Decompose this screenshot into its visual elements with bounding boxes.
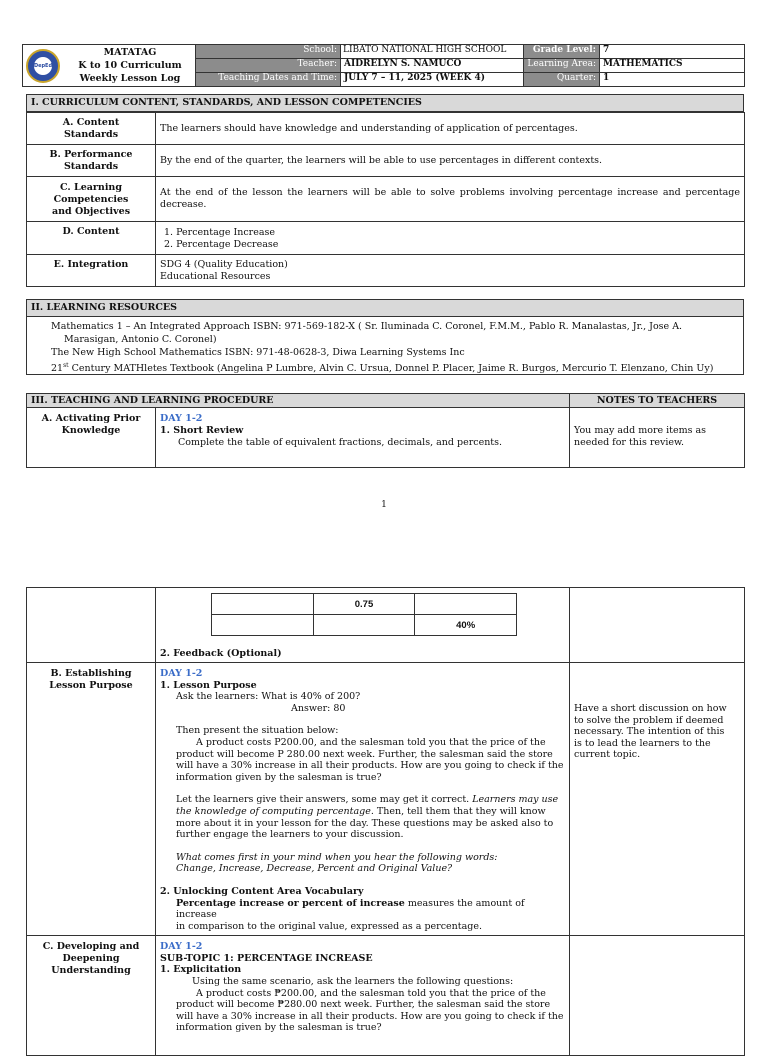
explicitation-heading: 1. Explicitation (160, 964, 242, 976)
feedback-heading: 2. Feedback (Optional) (160, 648, 282, 659)
resource-1: Mathematics 1 – An Integrated Approach ISBN: 971-569-182-X ( Sr. Iluminada C. Coronel, F.M.M., Pablo R. Manalastas, Jr., Jose A. (51, 321, 683, 332)
day-label-b: DAY 1-2 (160, 668, 203, 679)
section-1-title: I. CURRICULUM CONTENT, STANDARDS, AND LESSON COMPETENCIES (26, 94, 744, 112)
teacher-value: AIDRELYN S. NAMUCO (341, 59, 524, 73)
label-objectives: and Objectives (51, 206, 131, 217)
notes-title: NOTES TO TEACHERS (570, 394, 745, 408)
header-title-1: MATATAG (103, 47, 157, 58)
content-item-1: 1. Percentage Increase (164, 227, 275, 238)
teacher-label: Teacher: (196, 59, 341, 73)
grade-value: 7 (600, 45, 745, 59)
short-review-text: Complete the table of equivalent fractions, decimals, and percents. (178, 437, 503, 448)
header-title-3: Weekly Lesson Log (79, 73, 181, 84)
vocabulary-definition: Percentage increase or percent of increase measures the amount of increase in comparison to the original value, expressed as a percentage. (176, 897, 525, 932)
section-resources (26, 299, 744, 375)
label-understanding: Understanding (51, 965, 131, 977)
header-title-2: K to 10 Curriculum (78, 60, 182, 71)
header-title-block (23, 45, 196, 87)
label-knowledge: Knowledge (61, 425, 121, 436)
row-content (27, 222, 745, 255)
integration-line-1: SDG 4 (Quality Education) (160, 259, 288, 270)
dates-label: Teaching Dates and Time: (196, 73, 341, 87)
label-competencies: Competencies (53, 194, 129, 205)
equiv-cell-1-2: 0.75 (313, 594, 415, 615)
competencies-text: At the end of the lesson the learners will be able to solve problems involving percentage increase and percentage decrease. (156, 177, 745, 222)
page-2-table (26, 587, 744, 1034)
section-3-title: III. TEACHING AND LEARNING PROCEDURE (27, 394, 570, 408)
header (22, 44, 768, 88)
resources-list (26, 317, 744, 375)
row-content-standards (27, 113, 745, 145)
content-item-2: 2. Percentage Decrease (164, 239, 279, 250)
row-activating (27, 408, 745, 468)
subtopic-heading: SUB-TOPIC 1: PERCENTAGE INCREASE (160, 952, 373, 964)
day-label-a: DAY 1-2 (160, 413, 203, 424)
content-standards-text: The learners should have knowledge and understanding of application of percentages. (156, 113, 745, 145)
vocabulary-heading: 2. Unlocking Content Area Vocabulary (160, 885, 364, 897)
label-performance: B. Performance (49, 149, 133, 160)
row-lesson-purpose (27, 663, 745, 936)
label-activating: A. Activating Prior (41, 413, 141, 424)
area-value: MATHEMATICS (600, 59, 745, 73)
label-learning: C. Learning (60, 182, 122, 193)
label-deepening: Deepening (62, 953, 120, 965)
deped-logo (26, 49, 60, 83)
label-content: A. Content (62, 117, 120, 128)
label-d-content: D. Content (62, 226, 120, 237)
section-curriculum (26, 94, 744, 287)
resource-2: The New High School Mathematics ISBN: 971-48-0628-3, Diwa Learning Systems Inc (51, 347, 465, 358)
instruction-text: Let the learners give their answers, some may get it correct. Learners may use the knowledge of computing percentage. Then, tell them that they will know more about it in your lesson for the day. These questions may be asked also to further engage the learners to your discussion. (176, 794, 559, 841)
day-label-c: DAY 1-2 (160, 941, 203, 953)
section-2-title: II. LEARNING RESOURCES (26, 299, 744, 317)
guide-question: What comes first in your mind when you hear the following words: Change, Increase, Decrease, Percent and Original Value? (176, 851, 498, 875)
label-standards: Standards (63, 129, 119, 140)
school-value: LIBATO NATIONAL HIGH SCHOOL (341, 45, 524, 59)
equiv-cell-2-3: 40% (415, 615, 517, 636)
quarter-value: 1 (600, 73, 745, 87)
scenario-text: A product costs P200.00, and the salesman told you that the price of the product will become P 280.00 next week. Further, the salesman said the store will have a 30% increase in all their products. How are you going to check if the information given by the salesman is true? (176, 736, 564, 783)
lesson-purpose-heading: 1. Lesson Purpose (160, 679, 257, 691)
row-integration (27, 255, 745, 287)
section-procedure (26, 393, 744, 468)
label-developing: C. Developing and (42, 941, 140, 953)
label-establishing: B. Establishing (50, 668, 132, 679)
dates-value: JULY 7 – 11, 2025 (WEEK 4) (341, 73, 524, 87)
equiv-cell-1-1 (212, 594, 314, 615)
row-performance-standards (27, 145, 745, 177)
logo-text: DepEd (33, 63, 53, 69)
explicitation-text: Using the same scenario, ask the learners the following questions: A product costs ₱200.00, and the salesman told you that the price of the product will become ₱280.00 next week. Further, the salesman said the store will have a 30% increase in all their products. How are you going to check if the information given by the salesman is true? (176, 976, 564, 1034)
label-lesson-purpose: Lesson Purpose (49, 680, 133, 691)
equiv-cell-2-1 (212, 615, 314, 636)
short-review-heading: 1. Short Review (160, 425, 244, 436)
row-review-continued (27, 588, 745, 663)
ask-line: Ask the learners: What is 40% of 200? (176, 691, 361, 703)
performance-standards-text: By the end of the quarter, the learners will be able to use percentages in different contexts. (156, 145, 745, 177)
page-number: 1 (381, 500, 387, 510)
resource-1-cont: Marasigan, Antonio C. Coronel) (64, 334, 217, 345)
row-developing (27, 936, 745, 1056)
answer-line: Answer: 80 (291, 702, 346, 714)
area-label: Learning Area: (524, 59, 600, 73)
integration-line-2: Educational Resources (160, 271, 271, 282)
then-line: Then present the situation below: (176, 725, 339, 737)
equiv-cell-2-2 (313, 615, 415, 636)
equivalents-table (211, 593, 517, 636)
quarter-label: Quarter: (524, 73, 600, 87)
row-competencies (27, 177, 745, 222)
note-lesson-purpose: Have a short discussion on how to solve the problem if deemed necessary. The intention of this is to lead the learners to the current topic. (570, 663, 745, 936)
label-integration: E. Integration (53, 259, 129, 270)
label-perf-standards: Standards (63, 161, 119, 172)
equiv-cell-1-3 (415, 594, 517, 615)
grade-label: Grade Level: (524, 45, 600, 59)
note-activating: You may add more items as needed for this review. (570, 408, 745, 468)
school-label: School: (196, 45, 341, 59)
resource-3: 21st Century MATHletes Textbook (Angelina P Lumbre, Alvin C. Ursua, Donnel P. Placer, Jaime R. Burgos, Mercurio T. Elenzano, Chin Uy) (51, 362, 714, 375)
